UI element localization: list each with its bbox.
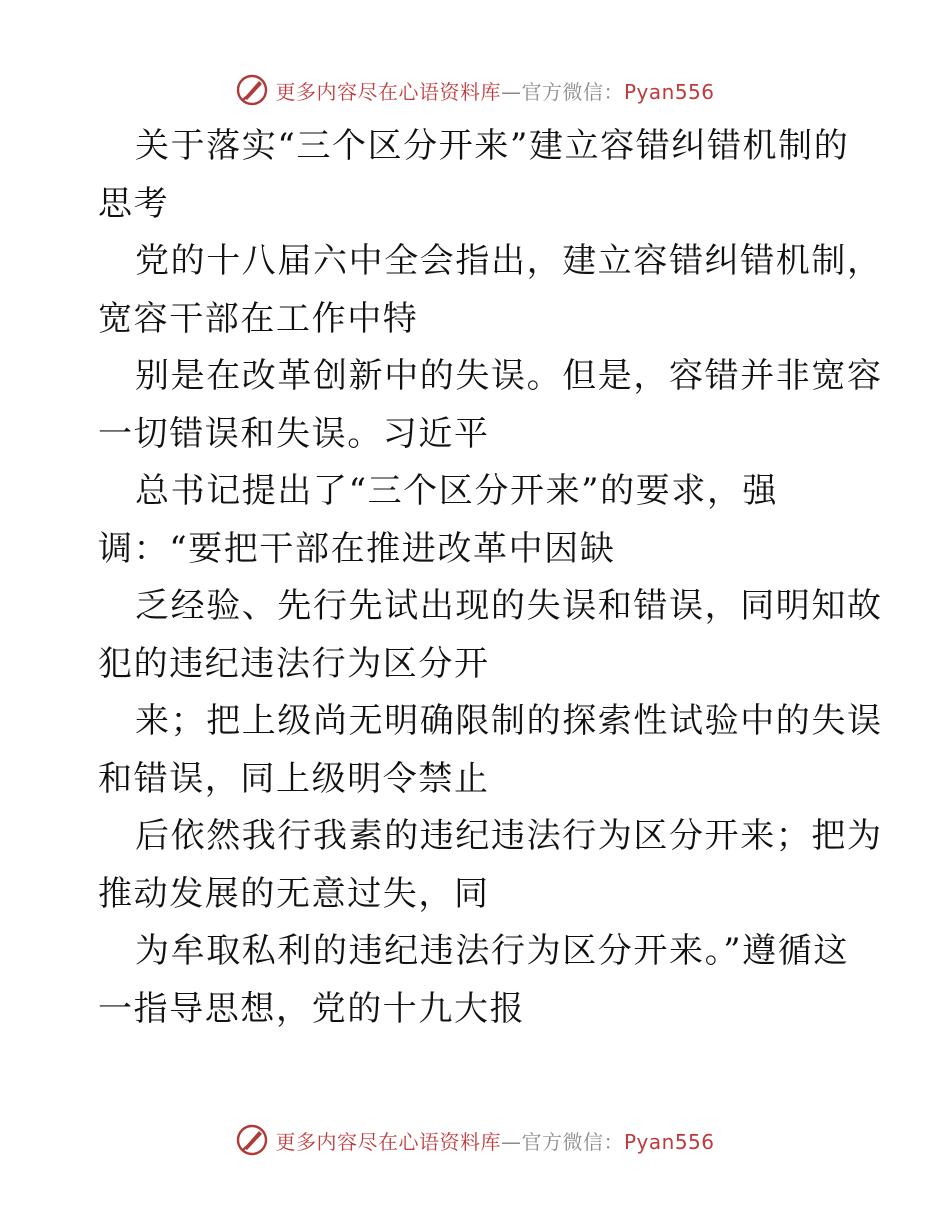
text-line: 推动发展的无意过失，同 <box>98 873 490 914</box>
quill-logo-icon <box>235 73 269 107</box>
text-line: 关于落实“三个区分开来”建立容错纠错机制的 <box>135 126 850 166</box>
watermark-text <box>275 1126 714 1155</box>
text-line: 一指导思想，党的十九大报 <box>98 988 526 1029</box>
watermark-brand: 更多内容尽在心语资料库 <box>275 1129 501 1154</box>
text-line: 别是在改革创新中的失误。但是，容错并非宽容 <box>135 356 883 396</box>
text-line: 乏经验、先行先试出现的失误和错误，同明知故 <box>135 586 883 626</box>
text-line: 后依然我行我素的违纪违法行为区分开来；把为 <box>135 816 883 856</box>
watermark-wechat-id: Pyan556 <box>623 79 715 104</box>
watermark-brand: 更多内容尽在心语资料库 <box>275 79 501 104</box>
text-line: 来；把上级尚无明确限制的探索性试验中的失误 <box>135 701 883 741</box>
text-line: 总书记提出了“三个区分开来”的要求，强 <box>135 471 779 511</box>
quill-logo-icon <box>235 1123 269 1157</box>
text-line: 一切错误和失误。习近平 <box>98 413 490 454</box>
watermark-separator: — <box>500 79 522 104</box>
text-line: 思考 <box>98 183 170 224</box>
watermark-text <box>275 76 714 105</box>
header-watermark <box>0 70 950 110</box>
text-line: 和错误，同上级明令禁止 <box>98 758 490 799</box>
text-line: 调：“要把干部在推进改革中因缺 <box>98 528 616 569</box>
text-line: 党的十八届六中全会指出，建立容错纠错机制， <box>135 241 883 281</box>
text-line: 宽容干部在工作中特 <box>98 298 419 339</box>
text-line: 为牟取私利的违纪违法行为区分开来。”遵循这 <box>135 931 849 971</box>
watermark-wechat-label: 官方微信： <box>521 79 624 104</box>
text-line: 犯的违纪违法行为区分开 <box>98 643 490 684</box>
watermark-wechat-id: Pyan556 <box>623 1129 715 1154</box>
watermark-separator: — <box>500 1129 522 1154</box>
footer-watermark <box>0 1120 950 1160</box>
document-body <box>98 118 883 1038</box>
watermark-wechat-label: 官方微信： <box>521 1129 624 1154</box>
